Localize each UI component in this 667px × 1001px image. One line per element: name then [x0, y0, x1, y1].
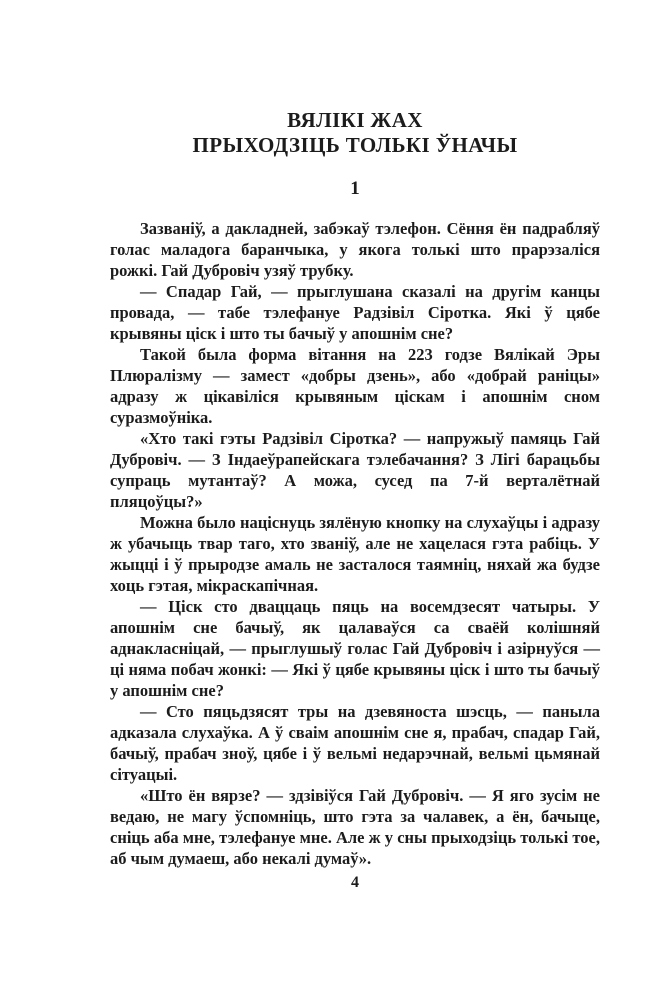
paragraph: «Хто такі гэты Радзівіл Сіротка? — напружыў памяць Гай Дубровіч. — З Індаеўрапейскага тэлебачання? З Лігі барацьбы супраць мутантаў? А можа, сусед па 7-й верталётнай пляцоўцы?» — [110, 429, 600, 511]
paragraph: — Спадар Гай, — прыглушана сказалі на другім канцы провада, — табе тэлефануе Радзівіл Сіротка. Які ў цябе крывяны ціск і што ты бачыў у апошнім сне? — [110, 282, 600, 343]
paragraph: — Ціск сто дваццаць пяць на восемдзесят чатыры. У апошнім сне бачыў, як цалаваўся са сваёй колішняй аднакласніцай, — прыглушыў голас Гай Дубровіч і азірнуўся — ці няма побач жонкі: — Які ў цябе крывяны ціск і што ты бачыў у апошнім сне? — [110, 597, 600, 700]
page-number: 4 — [351, 874, 359, 891]
paragraph: «Што ён вярзе? — здзівіўся Гай Дубровіч. — Я яго зусім не ведаю, не магу ўспомніць, што гэта за чалавек, а ён, бачыце, сніць аба мне, тэлефануе мне. Але ж у сны прыходзіць толькі тое, аб чым думаеш, або некалі думаў». — [110, 786, 600, 868]
title-line-2: ПРЫХОДЗІЦЬ ТОЛЬКІ ЎНАЧЫ — [192, 133, 518, 157]
title-line-1: ВЯЛІКІ ЖАХ — [287, 108, 423, 132]
page-title — [110, 108, 600, 158]
paragraph: Зазваніў, а дакладней, забэкаў тэлефон. Сёння ён падрабляў голас маладога баранчыка, у якога толькі што прарэзаліся рожкі. Гай Дубровіч узяў трубку. — [110, 219, 600, 280]
paragraph: Можна было націснуць зялёную кнопку на слухаўцы і адразу ж убачыць твар таго, хто званіў, але не хацелася гэта рабіць. У жыцці і ў прыродзе амаль не засталося таямніц, няхай жа будзе хоць гэтая, мікраскапічная. — [110, 513, 600, 595]
body-text — [110, 218, 600, 869]
paragraph: — Сто пяцьдзясят тры на дзевяноста шэсць, — паныла адказала слухаўка. А ў сваім апошнім сне я, прабач, спадар Гай, бачыў, прабач зноў, цябе і ў вельмі недарэчнай, вельмі цьмянай сітуацыі. — [110, 702, 600, 784]
chapter-number: 1 — [350, 178, 360, 199]
paragraph: Такой была форма вітання на 223 годзе Вялікай Эры Плюралізму — замест «добры дзень», або «добрай раніцы» адразу ж цікавіліся крывяным ціскам і апошнім сном суразмоўніка. — [110, 345, 600, 427]
